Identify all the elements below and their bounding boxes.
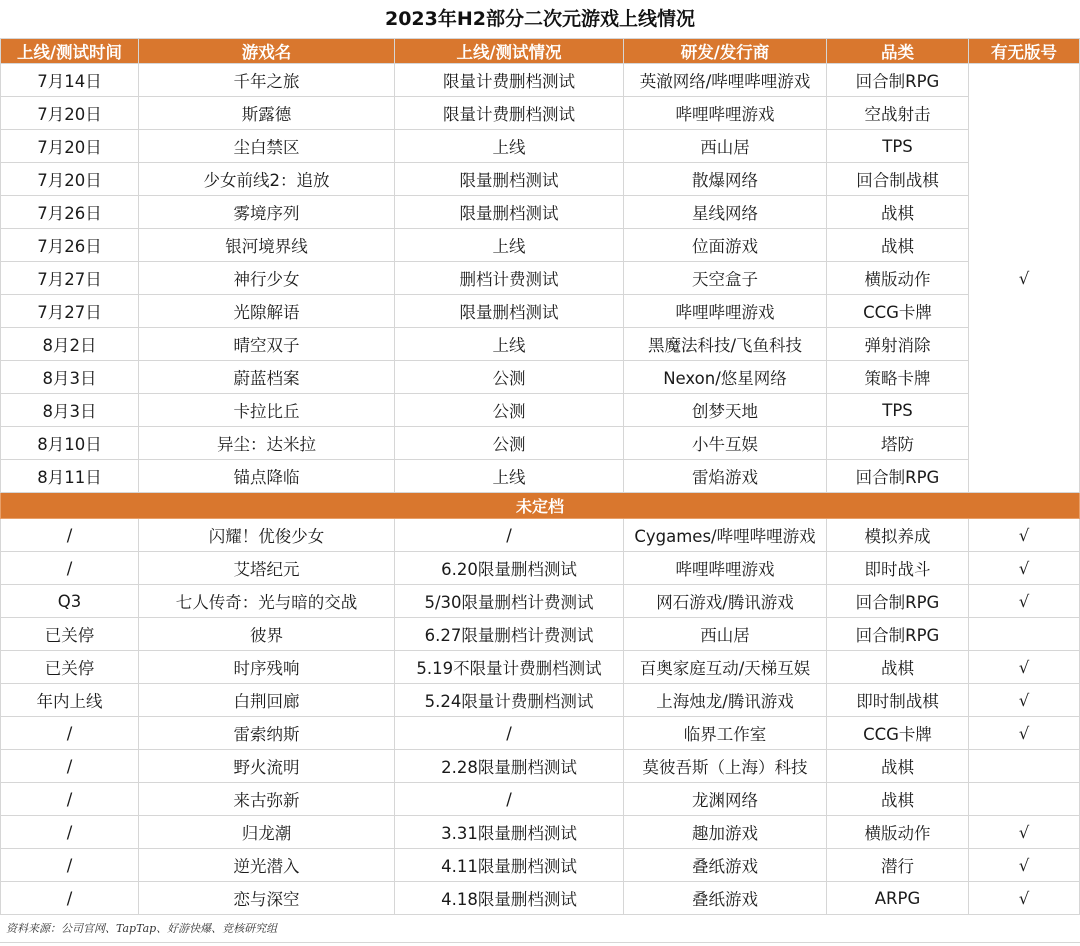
header-date: 上线/测试时间 [1,39,139,64]
cell-date: 7月27日 [1,262,139,295]
table-row [1,519,1080,552]
cell-license: √ [969,684,1080,717]
cell-date: 8月2日 [1,328,139,361]
cell-genre: 战棋 [827,750,969,783]
cell-genre: 弹射消除 [827,328,969,361]
table-row [1,651,1080,684]
cell-date: / [1,519,139,552]
cell-status: 公测 [395,427,624,460]
cell-status: 6.20限量删档测试 [395,552,624,585]
table-row [1,684,1080,717]
cell-license: √ [969,816,1080,849]
header-status: 上线/测试情况 [395,39,624,64]
cell-status: 限量删档测试 [395,295,624,328]
cell-license-merged: √ [969,64,1080,493]
cell-game-name: 野火流明 [139,750,395,783]
cell-genre: 回合制战棋 [827,163,969,196]
cell-status: 4.18限量删档测试 [395,882,624,915]
cell-status: 上线 [395,460,624,493]
source-note: 资料来源：公司官网、TapTap、好游快爆、竞核研究组 [6,922,278,935]
cell-developer: 小牛互娱 [624,427,827,460]
cell-status: 限量计费删档测试 [395,97,624,130]
header-developer: 研发/发行商 [624,39,827,64]
cell-license: √ [969,519,1080,552]
cell-developer: 创梦天地 [624,394,827,427]
cell-genre: ARPG [827,882,969,915]
table-row [1,394,1080,427]
header-row [1,39,1080,64]
cell-game-name: 卡拉比丘 [139,394,395,427]
cell-date: / [1,783,139,816]
cell-game-name: 来古弥新 [139,783,395,816]
cell-game-name: 少女前线2：追放 [139,163,395,196]
cell-status: 限量计费删档测试 [395,64,624,97]
cell-game-name: 尘白禁区 [139,130,395,163]
cell-genre: 回合制RPG [827,585,969,618]
cell-status: 6.27限量删档计费测试 [395,618,624,651]
cell-game-name: 时序残响 [139,651,395,684]
cell-developer: 散爆网络 [624,163,827,196]
cell-date: 8月3日 [1,361,139,394]
cell-status: 限量删档测试 [395,196,624,229]
cell-status: / [395,717,624,750]
cell-game-name: 光隙解语 [139,295,395,328]
cell-date: / [1,849,139,882]
unscheduled-section [1,519,1080,915]
cell-game-name: 千年之旅 [139,64,395,97]
cell-genre: 横版动作 [827,816,969,849]
cell-license [969,783,1080,816]
cell-date: 8月10日 [1,427,139,460]
cell-license [969,750,1080,783]
header-license: 有无版号 [969,39,1080,64]
cell-genre: CCG卡牌 [827,717,969,750]
table-row [1,882,1080,915]
cell-license: √ [969,882,1080,915]
cell-license: √ [969,849,1080,882]
cell-status: 4.11限量删档测试 [395,849,624,882]
cell-developer: 临界工作室 [624,717,827,750]
cell-license: √ [969,552,1080,585]
cell-status: 删档计费测试 [395,262,624,295]
table-row [1,585,1080,618]
cell-date: / [1,882,139,915]
cell-date: 7月14日 [1,64,139,97]
header-genre: 品类 [827,39,969,64]
cell-developer: 趣加游戏 [624,816,827,849]
cell-developer: 天空盒子 [624,262,827,295]
cell-developer: 哔哩哔哩游戏 [624,295,827,328]
cell-status: 上线 [395,229,624,262]
header-game-name: 游戏名 [139,39,395,64]
cell-genre: 战棋 [827,196,969,229]
table-row [1,130,1080,163]
cell-game-name: 七人传奇：光与暗的交战 [139,585,395,618]
cell-developer: Cygames/哔哩哔哩游戏 [624,519,827,552]
table-row [1,97,1080,130]
table-row [1,717,1080,750]
cell-date: 7月26日 [1,229,139,262]
cell-genre: 策略卡牌 [827,361,969,394]
table-row [1,229,1080,262]
table-row [1,262,1080,295]
cell-status: 上线 [395,130,624,163]
cell-status: 5.19不限量计费删档测试 [395,651,624,684]
cell-game-name: 恋与深空 [139,882,395,915]
cell-developer: 龙渊网络 [624,783,827,816]
cell-license: √ [969,717,1080,750]
cell-status: 上线 [395,328,624,361]
cell-date: 8月3日 [1,394,139,427]
cell-game-name: 白荆回廊 [139,684,395,717]
cell-genre: TPS [827,130,969,163]
cell-date: 7月20日 [1,163,139,196]
cell-game-name: 异尘：达米拉 [139,427,395,460]
cell-status: 3.31限量删档测试 [395,816,624,849]
table-row [1,328,1080,361]
cell-status: 公测 [395,361,624,394]
cell-status: / [395,519,624,552]
cell-developer: 位面游戏 [624,229,827,262]
cell-date: 已关停 [1,618,139,651]
cell-date: 7月20日 [1,97,139,130]
cell-game-name: 雷索纳斯 [139,717,395,750]
cell-developer: 叠纸游戏 [624,849,827,882]
cell-game-name: 斯露德 [139,97,395,130]
cell-game-name: 艾塔纪元 [139,552,395,585]
cell-genre: 横版动作 [827,262,969,295]
cell-genre: 即时战斗 [827,552,969,585]
table-row [1,618,1080,651]
table-row [1,427,1080,460]
cell-developer: 百奥家庭互动/天梯互娱 [624,651,827,684]
cell-genre: 即时制战棋 [827,684,969,717]
cell-developer: 西山居 [624,618,827,651]
cell-date: Q3 [1,585,139,618]
cell-developer: Nexon/悠星网络 [624,361,827,394]
table-row [1,816,1080,849]
table-row [1,163,1080,196]
cell-game-name: 雾境序列 [139,196,395,229]
cell-developer: 上海烛龙/腾讯游戏 [624,684,827,717]
cell-game-name: 晴空双子 [139,328,395,361]
games-table [0,38,1080,915]
cell-status: 限量删档测试 [395,163,624,196]
cell-date: 年内上线 [1,684,139,717]
table-row [1,196,1080,229]
cell-status: 5.24限量计费删档测试 [395,684,624,717]
cell-genre: 回合制RPG [827,64,969,97]
cell-game-name: 闪耀！优俊少女 [139,519,395,552]
cell-developer: 雷焰游戏 [624,460,827,493]
cell-developer: 哔哩哔哩游戏 [624,97,827,130]
cell-genre: 模拟养成 [827,519,969,552]
table-row [1,552,1080,585]
cell-developer: 叠纸游戏 [624,882,827,915]
cell-date: / [1,750,139,783]
cell-developer: 英澈网络/哔哩哔哩游戏 [624,64,827,97]
cell-genre: 回合制RPG [827,460,969,493]
cell-developer: 黑魔法科技/飞鱼科技 [624,328,827,361]
cell-developer: 星线网络 [624,196,827,229]
cell-genre: TPS [827,394,969,427]
cell-license: √ [969,651,1080,684]
table-row [1,361,1080,394]
cell-genre: 空战射击 [827,97,969,130]
cell-game-name: 锚点降临 [139,460,395,493]
table-title: 2023年H2部分二次元游戏上线情况 [384,8,695,30]
cell-status: 2.28限量删档测试 [395,750,624,783]
cell-date: 8月11日 [1,460,139,493]
cell-genre: 回合制RPG [827,618,969,651]
table-row [1,460,1080,493]
section-label-unscheduled: 未定档 [1,493,1080,519]
cell-license: √ [969,585,1080,618]
cell-date: / [1,717,139,750]
cell-game-name: 归龙潮 [139,816,395,849]
cell-date: 7月20日 [1,130,139,163]
cell-genre: 战棋 [827,229,969,262]
cell-genre: 战棋 [827,651,969,684]
cell-date: 已关停 [1,651,139,684]
cell-status: / [395,783,624,816]
cell-genre: 战棋 [827,783,969,816]
table-row [1,750,1080,783]
cell-game-name: 银河境界线 [139,229,395,262]
table-row [1,64,1080,97]
cell-genre: 塔防 [827,427,969,460]
table-row [1,783,1080,816]
cell-status: 5/30限量删档计费测试 [395,585,624,618]
cell-genre: CCG卡牌 [827,295,969,328]
table-row [1,295,1080,328]
scheduled-section [1,64,1080,493]
cell-developer: 网石游戏/腾讯游戏 [624,585,827,618]
cell-developer: 西山居 [624,130,827,163]
unscheduled-section-header [1,493,1080,519]
cell-developer: 哔哩哔哩游戏 [624,552,827,585]
cell-game-name: 神行少女 [139,262,395,295]
table-row [1,849,1080,882]
cell-status: 公测 [395,394,624,427]
cell-license [969,618,1080,651]
cell-game-name: 逆光潜入 [139,849,395,882]
cell-date: 7月26日 [1,196,139,229]
cell-developer: 莫彼吾斯（上海）科技 [624,750,827,783]
cell-genre: 潜行 [827,849,969,882]
cell-date: / [1,552,139,585]
cell-game-name: 彼界 [139,618,395,651]
cell-game-name: 蔚蓝档案 [139,361,395,394]
cell-date: 7月27日 [1,295,139,328]
cell-date: / [1,816,139,849]
bottom-divider [0,942,1080,943]
